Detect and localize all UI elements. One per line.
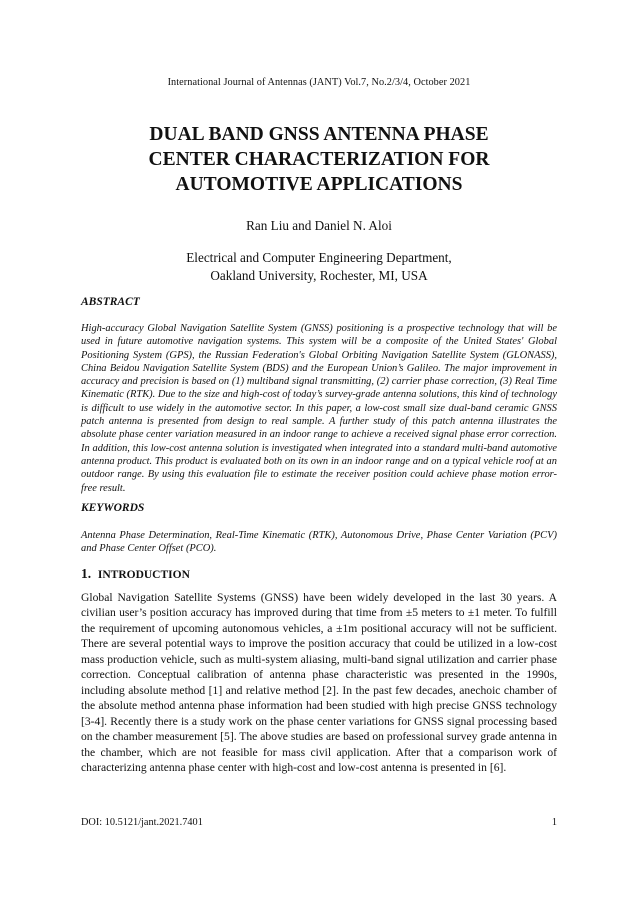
running-header: International Journal of Antennas (JANT) Vol.7, No.2/3/4, October 2021: [167, 77, 471, 88]
doi: DOI: 10.5121/jant.2021.7401: [81, 817, 203, 828]
keywords-heading: KEYWORDS: [81, 502, 145, 514]
introduction-text: Global Navigation Satellite Systems (GNSS) have been widely developed in the last 30 years. A civilian user’s position accuracy has improved during that time from ±5 meters to ±1 meter. To fulfill the requirement of upcoming autonomous vehicles, a ±1m positional accuracy will not be sufficient. There are several potential ways to improve the position accuracy that could be utilized in a low-cost mass production vehicle, such as multi-system aliasing, multi-band signal utilization and carrier phase correction. Conceptual calibration of antenna phase characteristic was presented in the 1990s, including absolute method [1] and relative method [2]. In the past few decades, anechoic chamber of the absolute method antenna phase information had been studied with high precise GNSS technology [3-4]. Recently there is a study work on the phase center variations for GNSS signal processing based on the chamber measurement [5]. The above studies are based on professional survey grade antenna in the chamber, which are not feasible for mass civil application. After that a comparison work of characterizing antenna phase center with high-cost and low-cost antenna is presented in [6].: [81, 591, 557, 774]
title-line-2: CENTER CHARACTERIZATION FOR: [148, 149, 490, 170]
title-line-1: DUAL BAND GNSS ANTENNA PHASE: [149, 124, 489, 145]
title-line-3: AUTOMOTIVE APPLICATIONS: [175, 174, 463, 195]
affiliation: [0, 249, 638, 284]
paper-title: [60, 122, 578, 197]
affiliation-line-2: Oakland University, Rochester, MI, USA: [210, 267, 428, 283]
author-names: Ran Liu and Daniel N. Aloi: [246, 218, 392, 233]
abstract-heading: ABSTRACT: [81, 296, 140, 308]
page-number: 1: [551, 817, 557, 828]
affiliation-line-1: Electrical and Computer Engineering Department,: [186, 250, 452, 265]
section-number: 1.: [81, 566, 92, 581]
section-title: INTRODUCTION: [97, 569, 190, 581]
abstract-text: High-accuracy Global Navigation Satellite System (GNSS) positioning is a prospective technology that will be used in future automotive navigation systems. This system will be a composite of the United States' Global Positioning System (GPS), the Russian Federation's Global Orbiting Navigation Satellite System (GLONASS), China Beidou Navigation Satellite System (BDS) and the European Union’s Galileo. The major improvement in accuracy and precision is based on (1) multiband signal transmitting, (2) carrier phase correction, (3) Real Time Kinematic (RTK). Due to the size and high-cost of today’s survey-grade antenna solutions, this kind of technology is difficult to use widely in the automotive sector. In this paper, a low-cost small size dual-band ceramic GNSS patch antenna is presented from design to real sample. A further study of this patch antenna illustrates the absolute phase center variation measured in an indoor range to achieve a received signal phase error correction. In addition, this low-cost antenna solution is investigated when integrated into a standard multi-band automotive antenna product. This product is evaluated both on its own in an indoor range and on a typical vehicle roof at an outdoor range. By using this evaluation file to estimate the receiver position could achieve phase motion error-free result.: [81, 323, 557, 494]
introduction-heading: [81, 566, 190, 582]
keywords-text: Antenna Phase Determination, Real-Time Kinematic (RTK), Autonomous Drive, Phase Center Variation (PCV) and Phase Center Offset (PCO).: [81, 530, 557, 555]
